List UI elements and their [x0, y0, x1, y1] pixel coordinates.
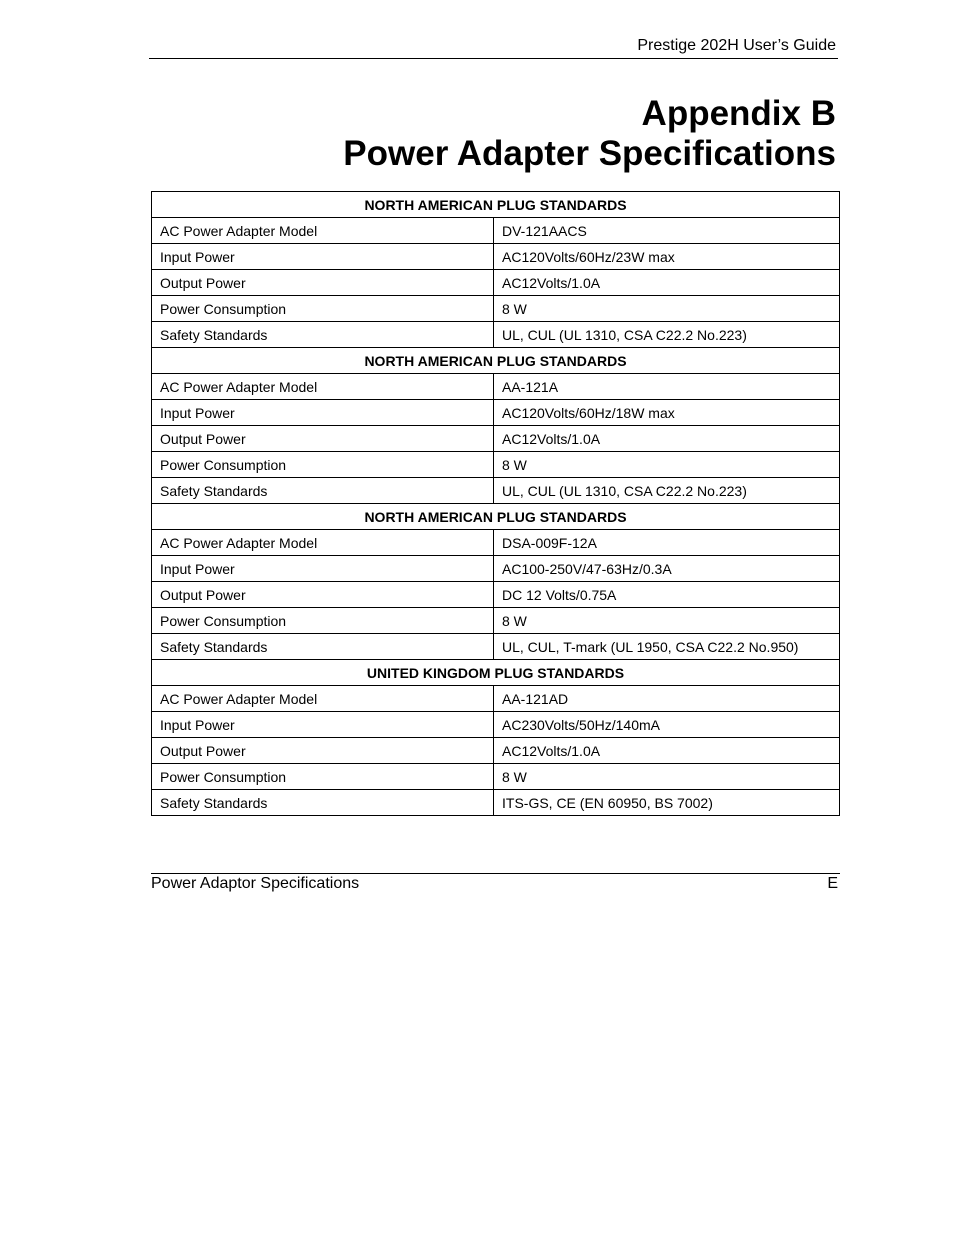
table-row	[152, 296, 840, 322]
table-row	[152, 634, 840, 660]
spec-value: AC120Volts/60Hz/18W max	[494, 400, 840, 426]
spec-label: Power Consumption	[152, 764, 494, 790]
spec-value: AA-121AD	[494, 686, 840, 712]
table-row	[152, 556, 840, 582]
spec-label: AC Power Adapter Model	[152, 218, 494, 244]
section-heading: NORTH AMERICAN PLUG STANDARDS	[152, 348, 840, 374]
spec-value: DV-121AACS	[494, 218, 840, 244]
table-row	[152, 790, 840, 816]
table-row	[152, 270, 840, 296]
table-row	[152, 712, 840, 738]
table-row	[152, 400, 840, 426]
section-heading: NORTH AMERICAN PLUG STANDARDS	[152, 504, 840, 530]
spec-value: AC120Volts/60Hz/23W max	[494, 244, 840, 270]
spec-label: Input Power	[152, 712, 494, 738]
section-header-row	[152, 192, 840, 218]
table-row	[152, 608, 840, 634]
spec-label: Safety Standards	[152, 322, 494, 348]
table-row	[152, 478, 840, 504]
spec-label: Input Power	[152, 244, 494, 270]
section-heading: NORTH AMERICAN PLUG STANDARDS	[152, 192, 840, 218]
spec-label: AC Power Adapter Model	[152, 530, 494, 556]
spec-value: 8 W	[494, 296, 840, 322]
footer-page-label: E	[827, 875, 838, 892]
spec-label: Safety Standards	[152, 634, 494, 660]
spec-value: 8 W	[494, 452, 840, 478]
section-header-row	[152, 348, 840, 374]
table-row	[152, 686, 840, 712]
spec-value: AC230Volts/50Hz/140mA	[494, 712, 840, 738]
section-header-row	[152, 660, 840, 686]
spec-label: AC Power Adapter Model	[152, 374, 494, 400]
header-divider	[149, 58, 838, 59]
appendix-subtitle: Power Adapter Specifications	[343, 134, 836, 173]
table-row	[152, 244, 840, 270]
spec-value: 8 W	[494, 764, 840, 790]
spec-value: DSA-009F-12A	[494, 530, 840, 556]
appendix-title: Appendix B	[641, 94, 836, 133]
spec-value: AC100-250V/47-63Hz/0.3A	[494, 556, 840, 582]
spec-value: ITS-GS, CE (EN 60950, BS 7002)	[494, 790, 840, 816]
table-row	[152, 530, 840, 556]
running-header: Prestige 202H User’s Guide	[637, 37, 836, 54]
spec-label: Safety Standards	[152, 478, 494, 504]
spec-label: Power Consumption	[152, 296, 494, 322]
section-heading: UNITED KINGDOM PLUG STANDARDS	[152, 660, 840, 686]
spec-label: Input Power	[152, 556, 494, 582]
table-row	[152, 738, 840, 764]
spec-label: Power Consumption	[152, 452, 494, 478]
table-row	[152, 452, 840, 478]
footer-section-name: Power Adaptor Specifications	[151, 875, 360, 892]
spec-value: DC 12 Volts/0.75A	[494, 582, 840, 608]
spec-value: AC12Volts/1.0A	[494, 270, 840, 296]
spec-value: UL, CUL (UL 1310, CSA C22.2 No.223)	[494, 322, 840, 348]
spec-label: Output Power	[152, 738, 494, 764]
table-row	[152, 218, 840, 244]
spec-value: UL, CUL (UL 1310, CSA C22.2 No.223)	[494, 478, 840, 504]
spec-value: UL, CUL, T-mark (UL 1950, CSA C22.2 No.950)	[494, 634, 840, 660]
spec-label: Output Power	[152, 582, 494, 608]
spec-label: Output Power	[152, 426, 494, 452]
spec-value: 8 W	[494, 608, 840, 634]
table-row	[152, 582, 840, 608]
table-row	[152, 764, 840, 790]
spec-label: Input Power	[152, 400, 494, 426]
table-row	[152, 322, 840, 348]
table-row	[152, 374, 840, 400]
spec-value: AA-121A	[494, 374, 840, 400]
spec-value: AC12Volts/1.0A	[494, 738, 840, 764]
page-title	[343, 94, 836, 174]
spec-label: Power Consumption	[152, 608, 494, 634]
spec-label: Safety Standards	[152, 790, 494, 816]
section-header-row	[152, 504, 840, 530]
table-row	[152, 426, 840, 452]
footer-divider	[151, 873, 840, 874]
spec-label: Output Power	[152, 270, 494, 296]
power-adapter-spec-table	[151, 191, 840, 816]
spec-value: AC12Volts/1.0A	[494, 426, 840, 452]
spec-label: AC Power Adapter Model	[152, 686, 494, 712]
